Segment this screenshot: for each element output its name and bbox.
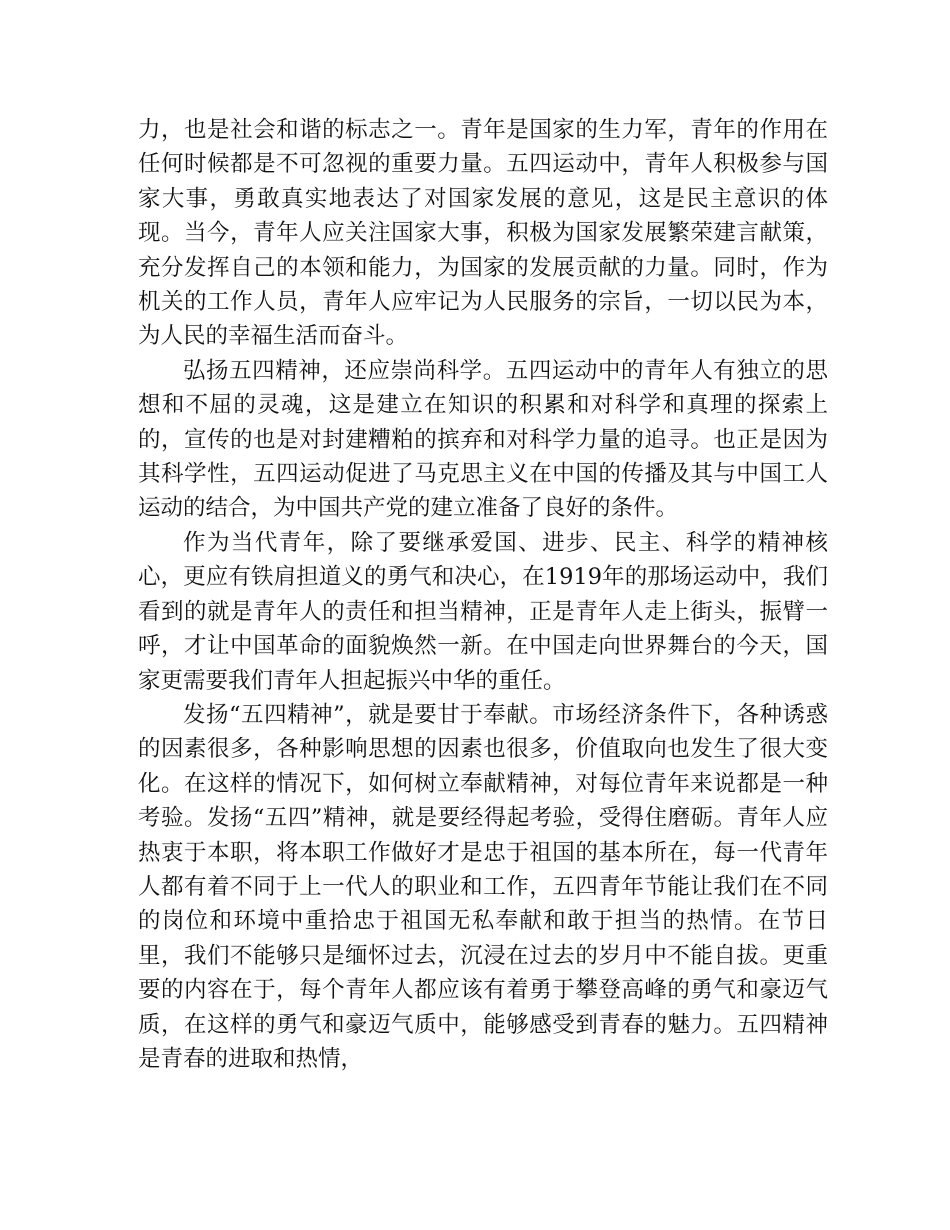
paragraph-1: 力，也是社会和谐的标志之一。青年是国家的生力军，青年的作用在任何时候都是不可忽视的重要力量。五四运动中，青年人积极参与国家大事，勇敢真实地表达了对国家发展的意见，这是民主意识的体现。当今，青年人应关注国家大事，积极为国家发展繁荣建言献策，充分发挥自己的本领和能力，为国家的发展贡献的力量。同时，作为机关的工作人员，青年人应牢记为人民服务的宗旨，一切以民为本，为人民的幸福生活而奋斗。 bbox=[138, 117, 828, 350]
paragraph-2: 弘扬五四精神，还应崇尚科学。五四运动中的青年人有独立的思想和不屈的灵魂，这是建立在知识的积累和对科学和真理的探索上的，宣传的也是对封建糟粕的摈弃和对科学力量的追寻。也正是因为其科学性，五四运动促进了马克思主义在中国的传播及其与中国工人运动的结合，为中国共产党的建立准备了良好的条件。 bbox=[138, 357, 828, 522]
paragraph-4: 发扬“五四精神”，就是要甘于奉献。市场经济条件下，各种诱惑的因素很多，各种影响思想的因素也很多，价值取向也发生了很大变化。在这样的情况下，如何树立奉献精神，对每位青年来说都是一种考验。发扬“五四”精神，就是要经得起考验，受得住磨砺。青年人应热衷于本职，将本职工作做好才是忠于祖国的基本所在，每一代青年人都有着不同于上一代人的职业和工作，五四青年节能让我们在不同的岗位和环境中重拾忠于祖国无私奉献和敢于担当的热情。在节日里，我们不能够只是缅怀过去，沉浸在过去的岁月中不能自拔。更重要的内容在于，每个青年人都应该有着勇于攀登高峰的勇气和豪迈气质，在这样的勇气和豪迈气质中，能够感受到青春的魅力。五四精神是青春的进取和热情， bbox=[138, 701, 828, 1072]
paragraph-3: 作为当代青年，除了要继承爱国、进步、民主、科学的精神核心，更应有铁肩担道义的勇气和决心，在1919年的那场运动中，我们看到的就是青年人的责任和担当精神，正是青年人走上街头，振臂一呼，才让中国革命的面貌焕然一新。在中国走向世界舞台的今天，国家更需要我们青年人担起振兴中华的重任。 bbox=[138, 529, 828, 694]
document-body bbox=[138, 113, 828, 1076]
